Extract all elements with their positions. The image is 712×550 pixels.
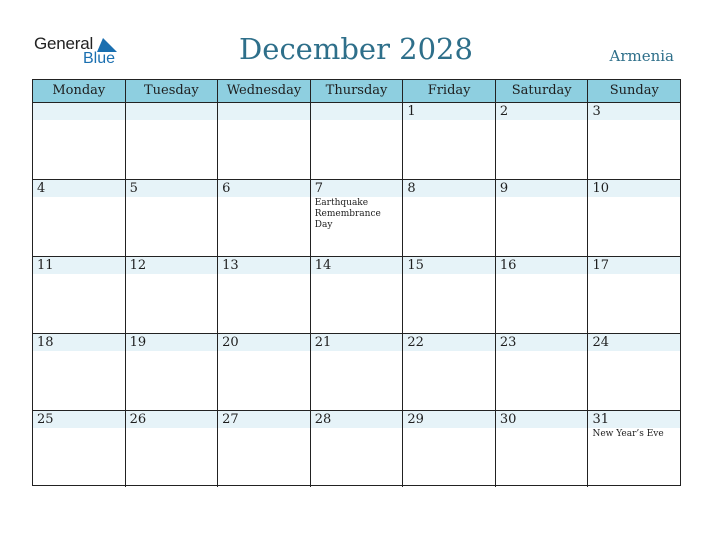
day-number: 9	[499, 181, 509, 196]
day-cell	[402, 411, 495, 487]
day-number: 4	[37, 181, 46, 196]
day-cell	[33, 103, 125, 179]
day-cell	[217, 334, 310, 410]
country-label: Armenia	[609, 47, 674, 65]
day-number: 13	[222, 258, 239, 273]
day-cell	[587, 103, 680, 179]
day-number-band	[126, 180, 218, 197]
day-cell	[402, 180, 495, 256]
weeks-container	[33, 103, 680, 487]
day-cell	[495, 411, 588, 487]
day-number: 2	[499, 104, 509, 119]
weekday-header-row	[33, 80, 680, 103]
day-number: 23	[499, 335, 517, 350]
day-number-band	[218, 180, 310, 197]
weekday-header: Wednesday	[217, 80, 310, 102]
day-number: 11	[37, 258, 54, 273]
day-cell	[217, 411, 310, 487]
day-cell	[587, 411, 680, 487]
holiday-label: Earthquake Remembrance Day	[314, 198, 381, 230]
page-title: December 2028	[239, 32, 473, 66]
day-number: 29	[407, 412, 424, 427]
day-cell	[310, 334, 403, 410]
day-number: 12	[129, 258, 147, 273]
weekday-header: Sunday	[587, 80, 680, 102]
day-number-band	[33, 180, 125, 197]
day-cell	[310, 180, 403, 256]
day-number: 18	[37, 335, 54, 350]
day-number: 25	[37, 412, 54, 427]
week-row	[33, 103, 680, 180]
day-cell	[125, 103, 218, 179]
day-cell	[33, 411, 125, 487]
day-cell	[310, 257, 403, 333]
weekday-header: Friday	[402, 80, 495, 102]
day-number: 21	[314, 335, 332, 350]
week-row	[33, 411, 680, 487]
week-row	[33, 257, 680, 334]
day-number-band	[126, 103, 218, 120]
day-number: 17	[592, 258, 610, 273]
day-cell	[217, 257, 310, 333]
day-number: 10	[592, 181, 610, 196]
day-number: 28	[314, 412, 332, 427]
day-number: 7	[314, 181, 324, 196]
day-number: 24	[592, 335, 610, 350]
day-number-band	[496, 103, 588, 120]
day-number: 26	[129, 412, 147, 427]
day-cell	[33, 257, 125, 333]
weekday-header: Saturday	[495, 80, 588, 102]
holiday-label: New Year’s Eve	[592, 429, 664, 439]
day-cell	[587, 334, 680, 410]
day-number-band	[218, 103, 310, 120]
day-number: 14	[314, 258, 332, 273]
logo-text-general: General	[34, 34, 94, 53]
weekday-header: Tuesday	[125, 80, 218, 102]
day-cell	[495, 103, 588, 179]
week-row	[33, 334, 680, 411]
day-number: 22	[407, 335, 424, 350]
day-cell	[587, 180, 680, 256]
day-number-band	[496, 180, 588, 197]
weekday-header: Monday	[52, 83, 106, 98]
day-cell	[495, 257, 588, 333]
day-number: 5	[129, 181, 138, 196]
day-number: 8	[407, 181, 416, 196]
day-number-band	[311, 180, 403, 197]
day-number: 20	[222, 335, 239, 350]
day-cell	[402, 103, 495, 179]
day-cell	[125, 411, 218, 487]
day-number-band	[33, 103, 125, 120]
day-number: 3	[592, 104, 601, 119]
day-number-band	[403, 103, 495, 120]
day-cell	[402, 257, 495, 333]
day-number: 19	[129, 335, 147, 350]
day-cell	[217, 103, 310, 179]
day-number: 27	[222, 412, 239, 427]
logo-text-blue: Blue	[83, 50, 116, 67]
week-row	[33, 180, 680, 257]
day-number: 16	[499, 258, 517, 273]
calendar-grid	[32, 79, 681, 486]
day-cell	[495, 334, 588, 410]
day-cell	[217, 180, 310, 256]
day-cell	[33, 180, 125, 256]
day-cell	[125, 180, 218, 256]
day-cell	[125, 334, 218, 410]
day-number-band	[588, 103, 680, 120]
day-cell	[402, 334, 495, 410]
day-number-band	[311, 103, 403, 120]
day-cell	[587, 257, 680, 333]
day-number: 6	[222, 181, 231, 196]
day-number-band	[403, 180, 495, 197]
day-cell	[495, 180, 588, 256]
day-number: 15	[407, 258, 424, 273]
day-number: 1	[407, 104, 416, 119]
day-cell	[310, 411, 403, 487]
day-cell	[310, 103, 403, 179]
weekday-header: Thursday	[310, 80, 403, 102]
day-cell	[33, 334, 125, 410]
day-cell	[125, 257, 218, 333]
day-number: 30	[499, 412, 517, 427]
day-number: 31	[592, 412, 610, 427]
